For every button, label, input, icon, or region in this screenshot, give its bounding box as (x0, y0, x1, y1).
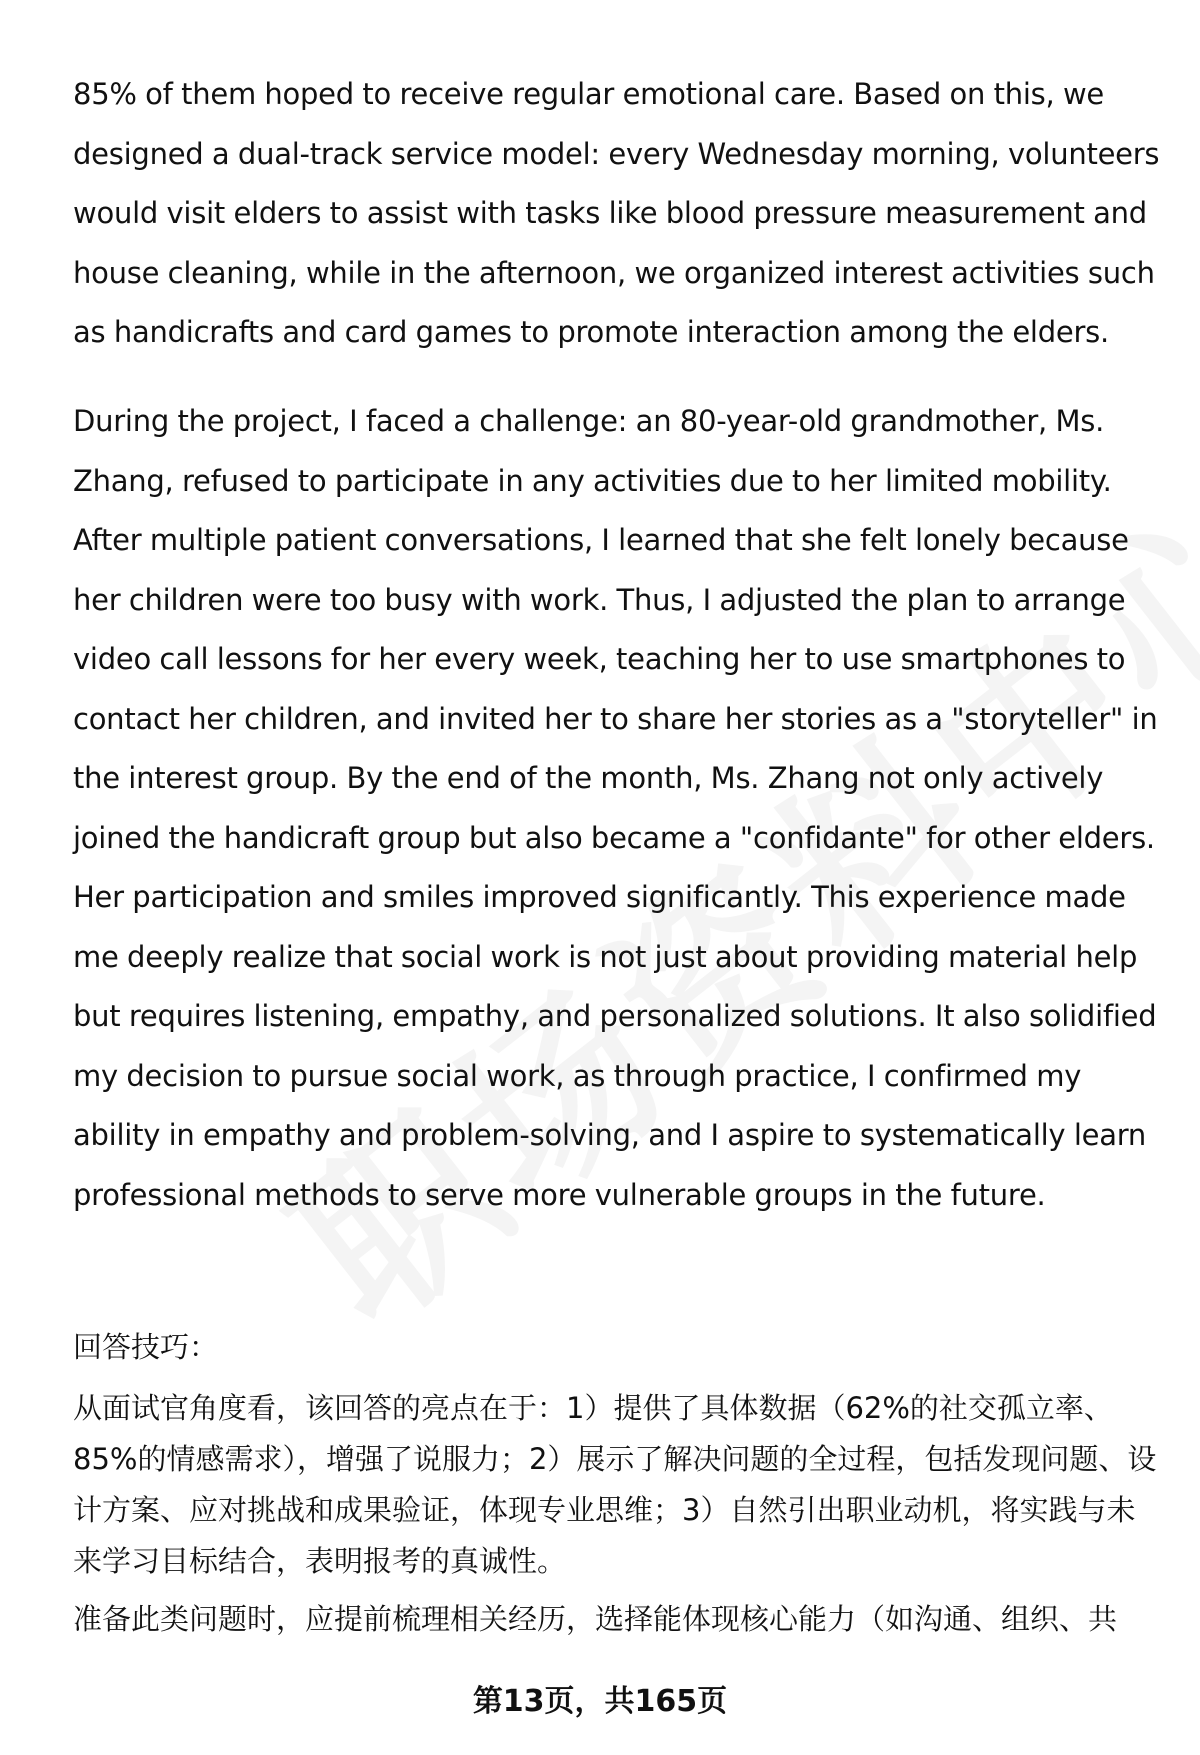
tips-paragraph: 准备此类问题时，应提前梳理相关经历，选择能体现核心能力（如沟通、组织、共 (73, 1602, 1118, 1636)
tips-heading: 回答技巧： (73, 1330, 219, 1364)
page-number-footer: 第13页，共165页 (472, 1684, 728, 1719)
tips-paragraph: 从面试官角度看，该回答的亮点在于：1）提供了具体数据（62%的社交孤立率、85%的情感需求），增强了说服力；2）展示了解决问题的全过程，包括发现问题、设计方案、应对挑战和成果验证，体现专业思维；3）自然引出职业动机，将实践与未来学习目标结合，表明报考的真诚性。 (73, 1391, 1157, 1578)
essay-paragraph: During the project, I faced a challenge: an 80-year-old grandmother, Ms. Zhang, refused to participate in any activities due to her limited mobility. After multiple patient conversations, I learned that she felt lonely because her children were too busy with work. Thus, I adjusted the plan to arrange video call lessons for her every week, teaching her to use smartphones to contact her children, and invited her to share her stories as a "storyteller" in the interest group. By the end of the month, Ms. Zhang not only actively joined the handicraft group but also became a "confidante" for other elders. Her participation and smiles improved significantly. This experience made me deeply realize that social work is not just about providing material help but requires listening, empathy, and personalized solutions. It also solidified my decision to pursue social work, as through practice, I confirmed my ability in empathy and problem-solving, and I aspire to systematically learn professional methods to serve more vulnerable groups in the future. (73, 404, 1158, 1212)
essay-paragraph: 85% of them hoped to receive regular emotional care. Based on this, we designed a dual-track service model: every Wednesday morning, volunteers would visit elders to assist with tasks like blood pressure measurement and house cleaning, while in the afternoon, we organized interest activities such as handicrafts and card games to promote interaction among the elders. (73, 77, 1160, 349)
